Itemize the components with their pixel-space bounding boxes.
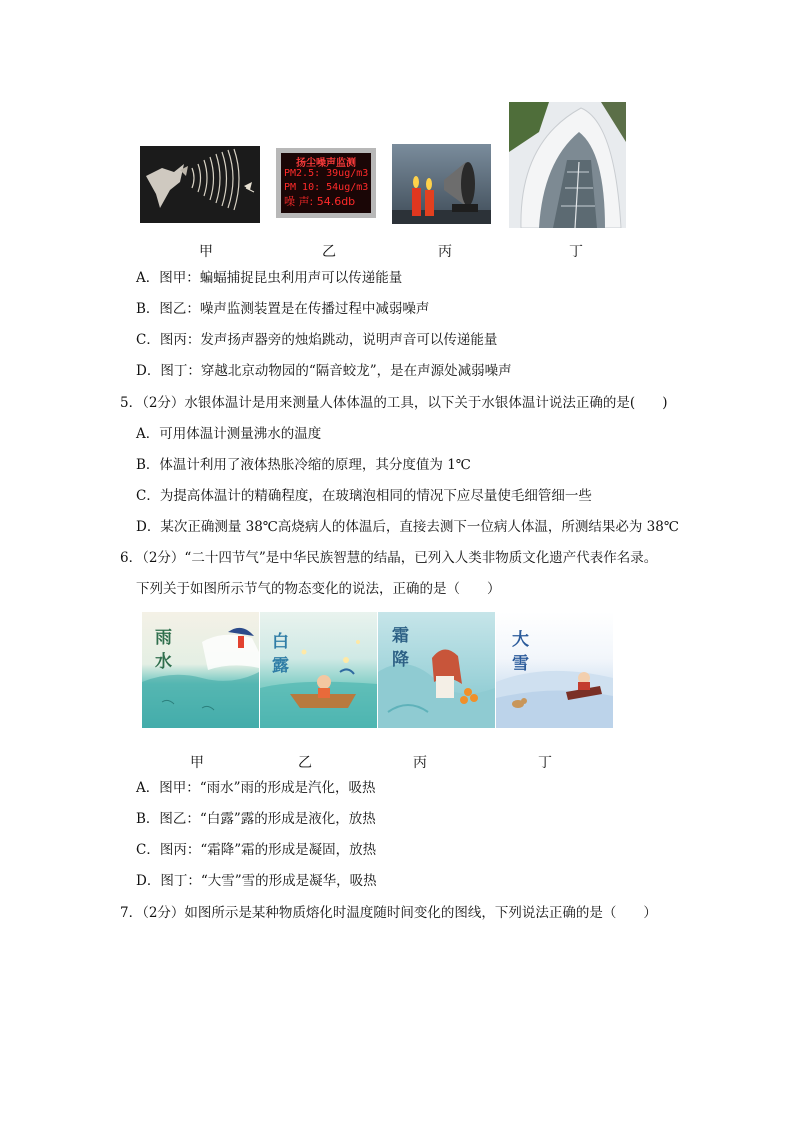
solar-term-bailu-image [260,612,377,728]
fig2-label-bing: 丙 [413,755,427,771]
yushui-char-2: 水 [155,652,172,672]
bailu-char-2: 露 [272,656,289,676]
board-title: 扬尘噪声监测 [296,158,356,169]
fig2-label-yi: 乙 [298,755,312,771]
solar-term-daxue-image [496,612,613,728]
q5-option-d: D．某次正确测量 38℃高烧病人的体温后，直接去测下一位病人体温，所测结果必为 38℃ [136,519,679,535]
fig1-label-ding: 丁 [569,244,583,260]
fig1-label-jia: 甲 [199,244,213,260]
q4-option-d: D．图丁：穿越北京动物园的“隔音蛟龙”，是在声源处减弱噪声 [136,363,512,379]
fig1-label-bing: 丙 [438,244,452,260]
bailu-char-1: 白 [272,632,289,652]
q4-option-a: A．图甲：蝙蝠捕捉昆虫利用声可以传递能量 [136,270,403,286]
q5-option-c: C．为提高体温计的精确程度，在玻璃泡相同的情况下应尽量使毛细管细一些 [136,488,592,504]
solar-term-shuangjiang-image [378,612,495,728]
q6-option-c: C．图丙：“霜降”霜的形成是凝固，放热 [136,842,377,858]
speaker-candle-image [392,144,491,224]
q5-stem: 5．（2分）水银体温计是用来测量人体体温的工具，以下关于水银体温计说法正确的是( ) [120,395,668,411]
yushui-char-1: 雨 [155,628,172,648]
bat-sonar-image [140,146,260,223]
q6-option-d: D．图丁：“大雪”雪的形成是凝华，吸热 [136,873,377,889]
daxue-char-1: 大 [512,630,529,650]
fig2-label-ding: 丁 [538,755,552,771]
shuangjiang-char-2: 降 [392,650,409,670]
daxue-char-2: 雪 [512,654,529,674]
q6-stem-line2: 下列关于如图所示节气的物态变化的说法，正确的是（ ） [136,581,501,597]
q6-option-a: A．图甲：“雨水”雨的形成是汽化，吸热 [136,780,376,796]
q5-option-b: B．体温计利用了液体热胀冷缩的原理，其分度值为 1℃ [136,457,471,473]
fig2-label-jia: 甲 [190,755,204,771]
q7-stem: 7．（2分）如图所示是某种物质熔化时温度随时间变化的图线，下列说法正确的是（ ） [120,905,657,921]
shuangjiang-char-1: 霜 [392,626,409,646]
q4-option-b: B．图乙：噪声监测装置是在传播过程中减弱噪声 [136,301,430,317]
sound-barrier-tunnel-image [509,102,626,228]
q6-stem-line1: 6．（2分）“二十四节气”是中华民族智慧的结晶，已列入人类非物质文化遗产代表作名录。 [120,550,658,566]
q4-option-c: C．图丙：发声扬声器旁的烛焰跳动，说明声音可以传递能量 [136,332,498,348]
q5-option-a: A．可用体温计测量沸水的温度 [136,426,322,442]
board-pm10: PM 10: 54ug/m3 [284,182,369,193]
q6-option-b: B．图乙：“白露”露的形成是液化，放热 [136,811,376,827]
board-pm25: PM2.5: 39ug/m3 [284,168,369,179]
fig1-label-yi: 乙 [322,244,336,260]
board-noise: 噪 声: 54.6db [284,195,356,208]
noise-monitor-board-image [276,148,376,218]
solar-term-yushui-image [142,612,259,728]
